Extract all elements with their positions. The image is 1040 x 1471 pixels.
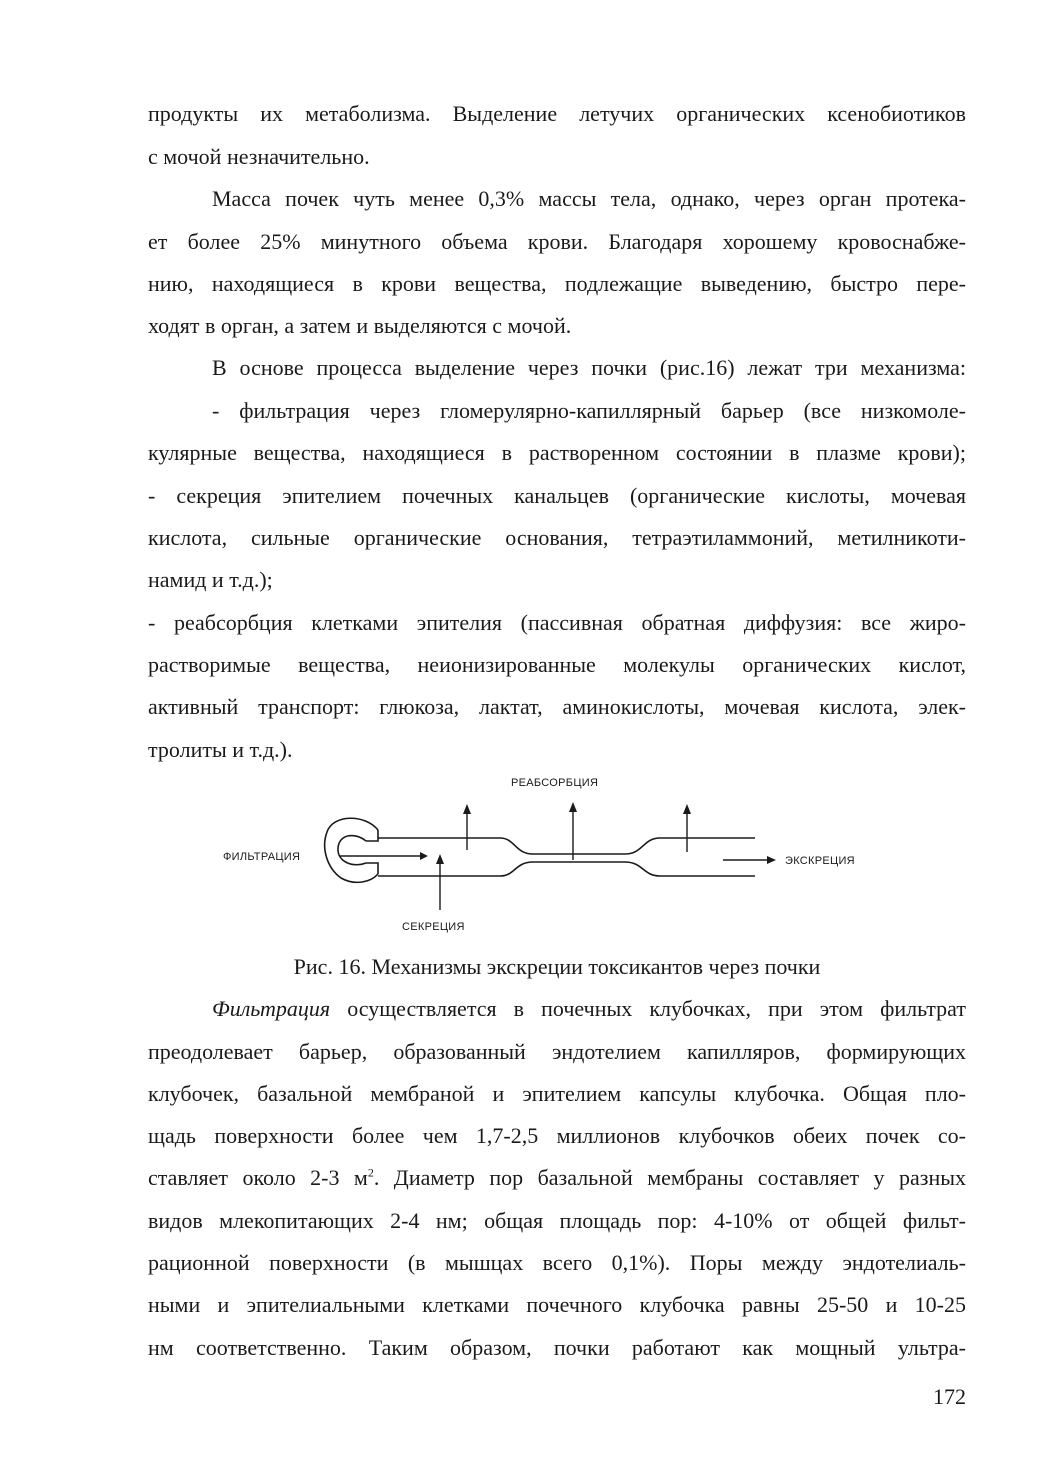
text-line: ходят в орган, а затем и выделяются с мочой. bbox=[148, 313, 572, 338]
text-line: клубочек, базальной мембраной и эпителием капсулы клубочка. Общая пло- bbox=[148, 1081, 966, 1106]
reabsorption-arrowhead-1 bbox=[463, 804, 471, 814]
text-line: кулярные вещества, находящиеся в растворенном состоянии в плазме крови); bbox=[148, 440, 966, 465]
capsule-inner-arc bbox=[338, 836, 366, 865]
text-line: щадь поверхности более чем 1,7-2,5 миллионов клубочков обеих почек со- bbox=[148, 1123, 966, 1148]
text-span: ставляет около 2-3 м bbox=[148, 1165, 368, 1190]
text-line: - фильтрация через гломерулярно-капиллярный барьер (все низкомоле- bbox=[212, 398, 966, 423]
text-line: преодолевает барьер, образованный эндотелием капилляров, формирующих bbox=[148, 1039, 966, 1064]
filtration-arrowhead bbox=[420, 852, 428, 860]
text-line bbox=[212, 996, 966, 1022]
text-line: ет более 25% минутного объема крови. Благодаря хорошему кровоснабже- bbox=[148, 229, 966, 254]
text-line: растворимые вещества, неионизированные молекулы органических кислот, bbox=[148, 652, 966, 677]
superscript: 2 bbox=[367, 1165, 374, 1180]
text-line: активный транспорт: глюкоза, лактат, аминокислоты, мочевая кислота, элек- bbox=[148, 694, 966, 719]
figure-caption: Рис. 16. Механизмы экскреции токсикантов через почки bbox=[293, 954, 821, 979]
text-line bbox=[148, 1165, 966, 1191]
text-line: ными и эпителиальными клетками почечного клубочка равны 25-50 и 10-25 bbox=[148, 1292, 966, 1317]
reabsorption-arrowhead-3 bbox=[683, 804, 691, 814]
text-line: с мочой незначительно. bbox=[148, 144, 370, 169]
reabsorption-arrowhead-2 bbox=[569, 802, 577, 812]
label-filtration: ФИЛЬТРАЦИЯ bbox=[223, 851, 301, 863]
excretion-arrowhead bbox=[767, 856, 776, 864]
text-line: - секреция эпителием почечных канальцев (органические кислоты, мочевая bbox=[148, 483, 966, 508]
tubule-upper-wall bbox=[378, 838, 755, 854]
text-line: намид и т.д.); bbox=[148, 567, 273, 592]
term-filtration: Фильтрация bbox=[212, 996, 331, 1021]
text-span: . Диаметр пор базальной мембраны составляет у разных bbox=[373, 1165, 967, 1190]
text-span: осуществляется в почечных клубочках, при этом фильтрат bbox=[330, 996, 966, 1021]
capsule-outer-arc bbox=[325, 818, 378, 882]
tubule-lower-wall bbox=[378, 862, 755, 876]
text-line: нию, находящиеся в крови вещества, подлежащие выведению, быстро пере- bbox=[148, 271, 966, 296]
text-line: рационной поверхности (в мышцах всего 0,1%). Поры между эндотелиаль- bbox=[148, 1250, 966, 1275]
secretion-arrowhead bbox=[436, 854, 444, 864]
text-line: нм соответственно. Таким образом, почки работают как мощный ультра- bbox=[148, 1335, 966, 1360]
label-reabsorption: РЕАБСОРБЦИЯ bbox=[511, 777, 599, 789]
text-line: Масса почек чуть менее 0,3% массы тела, однако, через орган протека- bbox=[212, 186, 966, 211]
text-line: В основе процесса выделение через почки (рис.16) лежат три механизма: bbox=[212, 355, 966, 380]
text-line: - реабсорбция клетками эпителия (пассивная обратная диффузия: все жиро- bbox=[148, 610, 966, 635]
kidney-excretion-diagram bbox=[215, 770, 885, 940]
page-number: 172 bbox=[933, 1384, 966, 1409]
text-line: кислота, сильные органические основания, тетраэтиламмоний, метилникоти- bbox=[148, 525, 966, 550]
label-secretion: СЕКРЕЦИЯ bbox=[402, 921, 465, 933]
text-line: тролиты и т.д.). bbox=[148, 737, 293, 762]
capsule-inner-top-lip bbox=[366, 830, 378, 841]
label-excretion: ЭКСКРЕЦИЯ bbox=[785, 855, 855, 867]
text-line: продукты их метаболизма. Выделение летучих органических ксенобиотиков bbox=[148, 101, 966, 126]
capsule-inner-bottom-lip bbox=[366, 863, 378, 874]
text-line: видов млекопитающих 2-4 нм; общая площадь пор: 4-10% от общей фильт- bbox=[148, 1208, 966, 1233]
